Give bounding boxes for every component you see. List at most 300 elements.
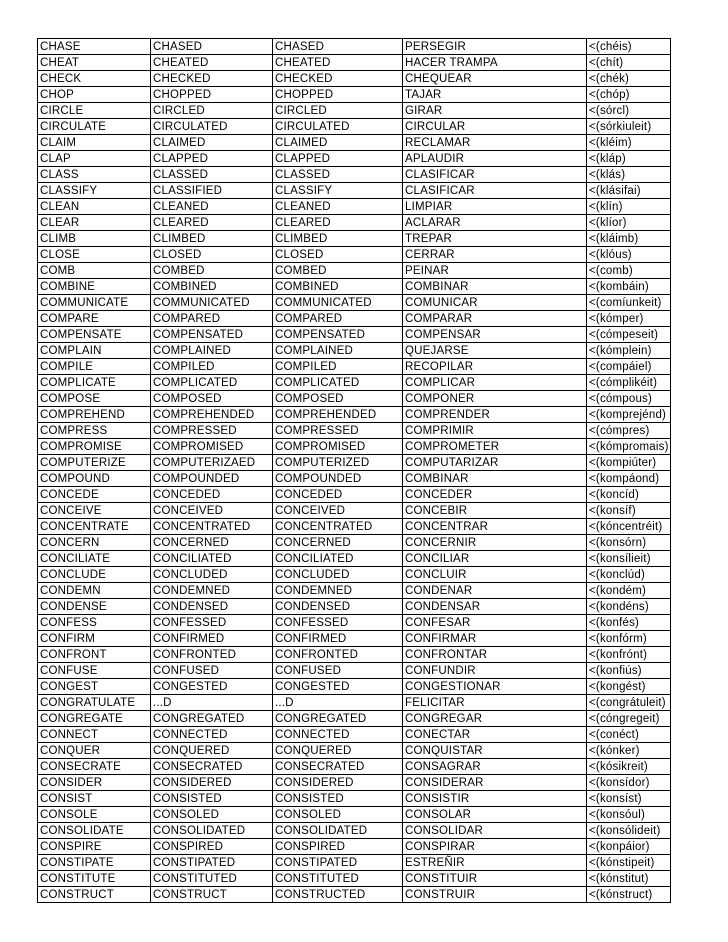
pronunciation-cell: <(cómpres) <box>587 423 671 439</box>
base-form-cell: CONSTITUTE <box>38 871 151 887</box>
table-row <box>38 535 671 551</box>
base-form-cell: CONFIRM <box>38 631 151 647</box>
past-participle-cell: COMPREHENDED <box>273 407 403 423</box>
past-simple-cell: COMPLAINED <box>151 343 273 359</box>
past-participle-cell: COMMUNICATED <box>273 295 403 311</box>
past-simple-cell: COMBED <box>151 263 273 279</box>
past-participle-cell: CHOPPED <box>273 87 403 103</box>
table-row <box>38 791 671 807</box>
spanish-translation-cell: CONCERNIR <box>403 535 587 551</box>
pronunciation-cell: <(kombáin) <box>587 279 671 295</box>
table-row <box>38 151 671 167</box>
past-simple-cell: CLASSIFIED <box>151 183 273 199</box>
past-simple-cell: CONNECTED <box>151 727 273 743</box>
base-form-cell: CIRCLE <box>38 103 151 119</box>
table-row <box>38 567 671 583</box>
past-participle-cell: COMPLICATED <box>273 375 403 391</box>
table-row <box>38 311 671 327</box>
past-participle-cell: CIRCLED <box>273 103 403 119</box>
past-simple-cell: CLIMBED <box>151 231 273 247</box>
table-row <box>38 71 671 87</box>
pronunciation-cell: <(konsóul) <box>587 807 671 823</box>
pronunciation-cell: <(kónstruct) <box>587 887 671 903</box>
past-participle-cell: CLAPPED <box>273 151 403 167</box>
table-row <box>38 263 671 279</box>
pronunciation-cell: <(kómplein) <box>587 343 671 359</box>
past-simple-cell: CONSTITUTED <box>151 871 273 887</box>
spanish-translation-cell: PERSEGIR <box>403 39 587 55</box>
past-simple-cell: CONCLUDED <box>151 567 273 583</box>
past-simple-cell: CONCEIVED <box>151 503 273 519</box>
verb-conjugation-table <box>37 38 671 903</box>
spanish-translation-cell: CLASIFICAR <box>403 183 587 199</box>
pronunciation-cell: <(chék) <box>587 71 671 87</box>
base-form-cell: CONFUSE <box>38 663 151 679</box>
base-form-cell: COMPLAIN <box>38 343 151 359</box>
table-row <box>38 855 671 871</box>
base-form-cell: COMPREHEND <box>38 407 151 423</box>
spanish-translation-cell: CONSOLIDAR <box>403 823 587 839</box>
past-participle-cell: CHECKED <box>273 71 403 87</box>
past-participle-cell: CONSECRATED <box>273 759 403 775</box>
table-row <box>38 471 671 487</box>
past-simple-cell: COMPILED <box>151 359 273 375</box>
past-participle-cell: COMPILED <box>273 359 403 375</box>
past-participle-cell: CLOSED <box>273 247 403 263</box>
spanish-translation-cell: RECOPILAR <box>403 359 587 375</box>
past-participle-cell: CONFUSED <box>273 663 403 679</box>
spanish-translation-cell: COMBINAR <box>403 471 587 487</box>
table-row <box>38 839 671 855</box>
past-simple-cell: CONGREGATED <box>151 711 273 727</box>
base-form-cell: CONSPIRE <box>38 839 151 855</box>
past-simple-cell: CONFESSED <box>151 615 273 631</box>
past-participle-cell: CONDENSED <box>273 599 403 615</box>
pronunciation-cell: <(kláimb) <box>587 231 671 247</box>
table-row <box>38 135 671 151</box>
pronunciation-cell: <(conéct) <box>587 727 671 743</box>
past-participle-cell: CONFESSED <box>273 615 403 631</box>
pronunciation-cell: <(kómpromais) <box>587 439 671 455</box>
past-participle-cell: CONCLUDED <box>273 567 403 583</box>
base-form-cell: COMPLICATE <box>38 375 151 391</box>
table-row <box>38 455 671 471</box>
pronunciation-cell: <(klásifai) <box>587 183 671 199</box>
pronunciation-cell: <(cóngregeit) <box>587 711 671 727</box>
past-simple-cell: CONGESTED <box>151 679 273 695</box>
past-participle-cell: CLEANED <box>273 199 403 215</box>
spanish-translation-cell: ACLARAR <box>403 215 587 231</box>
past-participle-cell: CONFIRMED <box>273 631 403 647</box>
pronunciation-cell: <(klóus) <box>587 247 671 263</box>
table-row <box>38 295 671 311</box>
pronunciation-cell: <(konsólideit) <box>587 823 671 839</box>
pronunciation-cell: <(koncíd) <box>587 487 671 503</box>
past-participle-cell: CONFRONTED <box>273 647 403 663</box>
table-row <box>38 103 671 119</box>
spanish-translation-cell: CONDENSAR <box>403 599 587 615</box>
spanish-translation-cell: TAJAR <box>403 87 587 103</box>
pronunciation-cell: <(konfés) <box>587 615 671 631</box>
past-participle-cell: COMPARED <box>273 311 403 327</box>
past-simple-cell: CLASSED <box>151 167 273 183</box>
past-simple-cell: CLAIMED <box>151 135 273 151</box>
past-participle-cell: CLAIMED <box>273 135 403 151</box>
table-row <box>38 887 671 903</box>
base-form-cell: CONSOLE <box>38 807 151 823</box>
table-row <box>38 119 671 135</box>
base-form-cell: CONCERN <box>38 535 151 551</box>
base-form-cell: CONSTIPATE <box>38 855 151 871</box>
table-row <box>38 807 671 823</box>
pronunciation-cell: <(konsórn) <box>587 535 671 551</box>
spanish-translation-cell: TREPAR <box>403 231 587 247</box>
spanish-translation-cell: CONCLUIR <box>403 567 587 583</box>
pronunciation-cell: <(kóncentréit) <box>587 519 671 535</box>
past-participle-cell: ...D <box>273 695 403 711</box>
pronunciation-cell: <(konclúd) <box>587 567 671 583</box>
past-simple-cell: CONFIRMED <box>151 631 273 647</box>
pronunciation-cell: <(konfrónt) <box>587 647 671 663</box>
table-row <box>38 615 671 631</box>
past-participle-cell: CONSOLED <box>273 807 403 823</box>
pronunciation-cell: <(kompiúter) <box>587 455 671 471</box>
base-form-cell: CONSOLIDATE <box>38 823 151 839</box>
table-row <box>38 519 671 535</box>
base-form-cell: CONCLUDE <box>38 567 151 583</box>
spanish-translation-cell: GIRAR <box>403 103 587 119</box>
past-participle-cell: COMPROMISED <box>273 439 403 455</box>
pronunciation-cell: <(chéis) <box>587 39 671 55</box>
past-simple-cell: COMPENSATED <box>151 327 273 343</box>
base-form-cell: COMPARE <box>38 311 151 327</box>
table-row <box>38 215 671 231</box>
base-form-cell: COMPUTERIZE <box>38 455 151 471</box>
past-simple-cell: CONSPIRED <box>151 839 273 855</box>
table-row <box>38 55 671 71</box>
past-simple-cell: CONQUERED <box>151 743 273 759</box>
table-row <box>38 199 671 215</box>
pronunciation-cell: <(chóp) <box>587 87 671 103</box>
base-form-cell: CONQUER <box>38 743 151 759</box>
past-simple-cell: CONDENSED <box>151 599 273 615</box>
past-simple-cell: CIRCULATED <box>151 119 273 135</box>
table-row <box>38 247 671 263</box>
past-participle-cell: CLASSIFY <box>273 183 403 199</box>
past-participle-cell: CONNECTED <box>273 727 403 743</box>
base-form-cell: COMBINE <box>38 279 151 295</box>
past-simple-cell: CHASED <box>151 39 273 55</box>
spanish-translation-cell: COMPONER <box>403 391 587 407</box>
table-row <box>38 279 671 295</box>
past-simple-cell: COMBINED <box>151 279 273 295</box>
past-simple-cell: CONCERNED <box>151 535 273 551</box>
past-simple-cell: COMPREHENDED <box>151 407 273 423</box>
spanish-translation-cell: CONCENTRAR <box>403 519 587 535</box>
past-simple-cell: CONCENTRATED <box>151 519 273 535</box>
table-row <box>38 823 671 839</box>
past-simple-cell: COMPROMISED <box>151 439 273 455</box>
table-row <box>38 39 671 55</box>
spanish-translation-cell: RECLAMAR <box>403 135 587 151</box>
past-simple-cell: CONCILIATED <box>151 551 273 567</box>
past-simple-cell: COMPARED <box>151 311 273 327</box>
spanish-translation-cell: CONDENAR <box>403 583 587 599</box>
base-form-cell: CLAP <box>38 151 151 167</box>
spanish-translation-cell: CONECTAR <box>403 727 587 743</box>
pronunciation-cell: <(klás) <box>587 167 671 183</box>
past-participle-cell: COMPUTERIZED <box>273 455 403 471</box>
spanish-translation-cell: CONFIRMAR <box>403 631 587 647</box>
past-participle-cell: CLASSED <box>273 167 403 183</box>
past-participle-cell: CONGESTED <box>273 679 403 695</box>
base-form-cell: CHASE <box>38 39 151 55</box>
spanish-translation-cell: FELICITAR <box>403 695 587 711</box>
base-form-cell: CONGREGATE <box>38 711 151 727</box>
past-participle-cell: CONCEIVED <box>273 503 403 519</box>
pronunciation-cell: <(kompáond) <box>587 471 671 487</box>
base-form-cell: CONNECT <box>38 727 151 743</box>
base-form-cell: CHOP <box>38 87 151 103</box>
pronunciation-cell: <(compáiel) <box>587 359 671 375</box>
base-form-cell: CONDENSE <box>38 599 151 615</box>
pronunciation-cell: <(kónstipeit) <box>587 855 671 871</box>
spanish-translation-cell: CONQUISTAR <box>403 743 587 759</box>
base-form-cell: COMPENSATE <box>38 327 151 343</box>
spanish-translation-cell: CIRCULAR <box>403 119 587 135</box>
pronunciation-cell: <(cómplikéit) <box>587 375 671 391</box>
past-simple-cell: CLOSED <box>151 247 273 263</box>
spanish-translation-cell: CONSPIRAR <box>403 839 587 855</box>
base-form-cell: CONCENTRATE <box>38 519 151 535</box>
past-simple-cell: CHECKED <box>151 71 273 87</box>
past-simple-cell: CONSTRUCT <box>151 887 273 903</box>
past-participle-cell: CONSIDERED <box>273 775 403 791</box>
spanish-translation-cell: CONSOLAR <box>403 807 587 823</box>
base-form-cell: CONGRATULATE <box>38 695 151 711</box>
table-row <box>38 775 671 791</box>
table-row <box>38 423 671 439</box>
pronunciation-cell: <(comíunkeit) <box>587 295 671 311</box>
table-row <box>38 711 671 727</box>
base-form-cell: CONSIST <box>38 791 151 807</box>
past-simple-cell: CONSOLIDATED <box>151 823 273 839</box>
base-form-cell: COMPOUND <box>38 471 151 487</box>
past-participle-cell: CLIMBED <box>273 231 403 247</box>
pronunciation-cell: <(konfiús) <box>587 663 671 679</box>
past-simple-cell: COMPOSED <box>151 391 273 407</box>
base-form-cell: COMPOSE <box>38 391 151 407</box>
past-participle-cell: CONSISTED <box>273 791 403 807</box>
past-simple-cell: CLEANED <box>151 199 273 215</box>
base-form-cell: CLASSIFY <box>38 183 151 199</box>
past-simple-cell: CONDEMNED <box>151 583 273 599</box>
base-form-cell: CONSIDER <box>38 775 151 791</box>
past-participle-cell: COMPOSED <box>273 391 403 407</box>
base-form-cell: COMB <box>38 263 151 279</box>
spanish-translation-cell: PEINAR <box>403 263 587 279</box>
spanish-translation-cell: CONSTITUIR <box>403 871 587 887</box>
table-row <box>38 439 671 455</box>
table-row <box>38 87 671 103</box>
table-row <box>38 631 671 647</box>
past-simple-cell: CLAPPED <box>151 151 273 167</box>
spanish-translation-cell: ESTREÑIR <box>403 855 587 871</box>
past-participle-cell: CONSTRUCTED <box>273 887 403 903</box>
pronunciation-cell: <(konsídor) <box>587 775 671 791</box>
spanish-translation-cell: CLASIFICAR <box>403 167 587 183</box>
spanish-translation-cell: CONFUNDIR <box>403 663 587 679</box>
table-row <box>38 743 671 759</box>
past-simple-cell: CONSISTED <box>151 791 273 807</box>
pronunciation-cell: <(konsílieit) <box>587 551 671 567</box>
pronunciation-cell: <(kondém) <box>587 583 671 599</box>
base-form-cell: COMMUNICATE <box>38 295 151 311</box>
base-form-cell: CLIMB <box>38 231 151 247</box>
pronunciation-cell: <(cómpeseit) <box>587 327 671 343</box>
pronunciation-cell: <(konpáior) <box>587 839 671 855</box>
table-row <box>38 327 671 343</box>
past-participle-cell: CLEARED <box>273 215 403 231</box>
pronunciation-cell: <(chít) <box>587 55 671 71</box>
table-row <box>38 183 671 199</box>
table-row <box>38 375 671 391</box>
base-form-cell: CLEAN <box>38 199 151 215</box>
past-participle-cell: CONSOLIDATED <box>273 823 403 839</box>
spanish-translation-cell: COMPUTARIZAR <box>403 455 587 471</box>
spanish-translation-cell: CONSIDERAR <box>403 775 587 791</box>
spanish-translation-cell: COMPROMETER <box>403 439 587 455</box>
base-form-cell: COMPRESS <box>38 423 151 439</box>
pronunciation-cell: <(sórcl) <box>587 103 671 119</box>
spanish-translation-cell: COMPRENDER <box>403 407 587 423</box>
past-participle-cell: CONCENTRATED <box>273 519 403 535</box>
table-row <box>38 343 671 359</box>
spanish-translation-cell: COMPRIMIR <box>403 423 587 439</box>
spanish-translation-cell: COMUNICAR <box>403 295 587 311</box>
base-form-cell: CONCEIVE <box>38 503 151 519</box>
base-form-cell: CLAIM <box>38 135 151 151</box>
pronunciation-cell: <(komprejénd) <box>587 407 671 423</box>
past-participle-cell: COMPRESSED <box>273 423 403 439</box>
verb-table-body <box>38 39 671 903</box>
spanish-translation-cell: COMPENSAR <box>403 327 587 343</box>
spanish-translation-cell: LIMPIAR <box>403 199 587 215</box>
past-participle-cell: COMPOUNDED <box>273 471 403 487</box>
spanish-translation-cell: CHEQUEAR <box>403 71 587 87</box>
past-participle-cell: COMBINED <box>273 279 403 295</box>
verb-table-sheet <box>37 38 671 903</box>
pronunciation-cell: <(klíor) <box>587 215 671 231</box>
table-row <box>38 359 671 375</box>
spanish-translation-cell: CONCEBIR <box>403 503 587 519</box>
table-row <box>38 551 671 567</box>
past-participle-cell: CONCILIATED <box>273 551 403 567</box>
pronunciation-cell: <(congrátuleit) <box>587 695 671 711</box>
spanish-translation-cell: CONFESAR <box>403 615 587 631</box>
past-participle-cell: CONCERNED <box>273 535 403 551</box>
spanish-translation-cell: CONCILIAR <box>403 551 587 567</box>
table-row <box>38 695 671 711</box>
past-participle-cell: COMBED <box>273 263 403 279</box>
past-participle-cell: COMPENSATED <box>273 327 403 343</box>
pronunciation-cell: <(konsíf) <box>587 503 671 519</box>
spanish-translation-cell: CONGREGAR <box>403 711 587 727</box>
spanish-translation-cell: COMPLICAR <box>403 375 587 391</box>
past-participle-cell: COMPLAINED <box>273 343 403 359</box>
table-row <box>38 871 671 887</box>
base-form-cell: CIRCULATE <box>38 119 151 135</box>
table-row <box>38 583 671 599</box>
base-form-cell: CLASS <box>38 167 151 183</box>
past-simple-cell: COMPOUNDED <box>151 471 273 487</box>
past-simple-cell: CIRCLED <box>151 103 273 119</box>
table-row <box>38 391 671 407</box>
past-simple-cell: CONSOLED <box>151 807 273 823</box>
pronunciation-cell: <(kláp) <box>587 151 671 167</box>
spanish-translation-cell: CONSAGRAR <box>403 759 587 775</box>
past-participle-cell: CONSPIRED <box>273 839 403 855</box>
base-form-cell: CONSTRUCT <box>38 887 151 903</box>
table-row <box>38 647 671 663</box>
table-row <box>38 663 671 679</box>
spanish-translation-cell: APLAUDIR <box>403 151 587 167</box>
past-simple-cell: CONSTIPATED <box>151 855 273 871</box>
pronunciation-cell: <(klín) <box>587 199 671 215</box>
past-participle-cell: CONQUERED <box>273 743 403 759</box>
table-row <box>38 599 671 615</box>
spanish-translation-cell: COMBINAR <box>403 279 587 295</box>
base-form-cell: CONGEST <box>38 679 151 695</box>
base-form-cell: CONCEDE <box>38 487 151 503</box>
base-form-cell: CONCILIATE <box>38 551 151 567</box>
spanish-translation-cell: COMPARAR <box>403 311 587 327</box>
table-row <box>38 407 671 423</box>
spanish-translation-cell: CONSISTIR <box>403 791 587 807</box>
past-participle-cell: CONDEMNED <box>273 583 403 599</box>
base-form-cell: CHECK <box>38 71 151 87</box>
past-simple-cell: CONSECRATED <box>151 759 273 775</box>
pronunciation-cell: <(kómper) <box>587 311 671 327</box>
past-simple-cell: COMMUNICATED <box>151 295 273 311</box>
past-simple-cell: ...D <box>151 695 273 711</box>
table-row <box>38 231 671 247</box>
spanish-translation-cell: CONCEDER <box>403 487 587 503</box>
spanish-translation-cell: CONGESTIONAR <box>403 679 587 695</box>
past-participle-cell: CONSTITUTED <box>273 871 403 887</box>
base-form-cell: CONFESS <box>38 615 151 631</box>
table-row <box>38 727 671 743</box>
spanish-translation-cell: HACER TRAMPA <box>403 55 587 71</box>
base-form-cell: CONFRONT <box>38 647 151 663</box>
past-simple-cell: CLEARED <box>151 215 273 231</box>
table-row <box>38 759 671 775</box>
past-simple-cell: COMPRESSED <box>151 423 273 439</box>
pronunciation-cell: <(kléim) <box>587 135 671 151</box>
spanish-translation-cell: CONFRONTAR <box>403 647 587 663</box>
past-participle-cell: CONSTIPATED <box>273 855 403 871</box>
pronunciation-cell: <(cómpous) <box>587 391 671 407</box>
past-simple-cell: CHEATED <box>151 55 273 71</box>
pronunciation-cell: <(sórkiuleit) <box>587 119 671 135</box>
pronunciation-cell: <(kónker) <box>587 743 671 759</box>
past-participle-cell: CHASED <box>273 39 403 55</box>
past-simple-cell: CONFRONTED <box>151 647 273 663</box>
past-participle-cell: CHEATED <box>273 55 403 71</box>
table-row <box>38 167 671 183</box>
table-row <box>38 503 671 519</box>
past-simple-cell: CHOPPED <box>151 87 273 103</box>
